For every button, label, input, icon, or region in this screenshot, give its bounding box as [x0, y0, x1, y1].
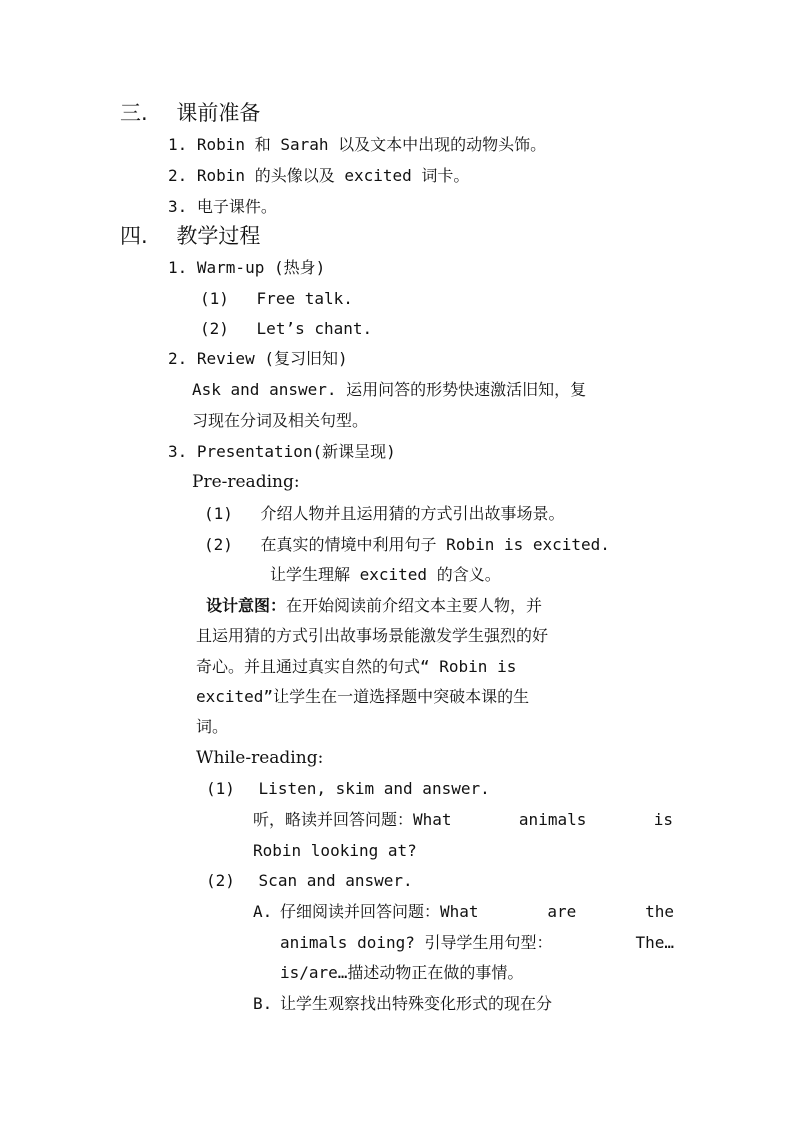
text-segment: is [653, 810, 673, 829]
section-4-number: 四. [120, 224, 148, 248]
subitem-b-label: B. [253, 994, 273, 1013]
section-3-number: 三. [120, 101, 148, 125]
warmup-heading: 1. Warm-up (热身) [168, 258, 326, 277]
pre-reading-item-2-continued: 让学生理解 excited 的含义。 [270, 565, 501, 584]
presentation-heading: 3. Presentation(新课呈现) [168, 442, 396, 461]
subitem-b-line-1: 让学生观察找出特殊变化形式的现在分 [280, 994, 553, 1013]
design-intent-line-5: 词。 [196, 717, 229, 736]
review-line-1: Ask and answer. 运用问答的形势快速激活旧知，复 [192, 380, 587, 399]
item-text: Let’s chant. [256, 319, 373, 338]
warmup-item-2 [200, 318, 372, 340]
text-segment: animals doing? 引导学生用句型： [280, 933, 553, 952]
pre-reading-item-1 [204, 503, 565, 525]
item-text: Scan and answer. [258, 871, 413, 890]
item-number: (2) [204, 535, 233, 554]
pre-reading-item-2 [204, 534, 610, 556]
prep-item-1: 1. Robin 和 Sarah 以及文本中出现的动物头饰。 [168, 135, 547, 154]
subitem-a-line-2 [280, 932, 674, 954]
text-segment: animals [518, 810, 587, 829]
review-line-2: 习现在分词及相关句型。 [192, 411, 369, 430]
design-intent-line-2: 且运用猜的方式引出故事场景能激发学生强烈的好 [196, 626, 549, 645]
text-segment: are [547, 902, 577, 921]
while-reading-label: While-reading: [196, 748, 324, 768]
item-text: 在真实的情境中利用句子 Robin is excited. [260, 535, 610, 554]
item-number: (1) [200, 289, 229, 308]
subitem-a-label: A. [253, 902, 273, 921]
review-heading: 2. Review (复习旧知) [168, 349, 348, 368]
design-intent-text: 在开始阅读前介绍文本主要人物，并 [286, 596, 543, 615]
prep-item-3: 3. 电子课件。 [168, 197, 277, 216]
while-item-1-line-2: Robin looking at? [253, 841, 417, 860]
item-text: Free talk. [256, 289, 353, 308]
item-text: 介绍人物并且运用猜的方式引出故事场景。 [260, 504, 565, 523]
item-number: (1) [204, 504, 233, 523]
design-intent-line-3: 奇心。并且通过真实自然的句式“ Robin is [196, 657, 517, 676]
text-segment: The… [635, 933, 674, 952]
item-text: Listen, skim and answer. [258, 779, 490, 798]
subitem-a-line-1 [280, 901, 674, 923]
while-reading-item-1 [206, 778, 490, 800]
text-segment: 听，略读并回答问题：What [253, 810, 452, 829]
item-number: (1) [206, 779, 235, 798]
section-3-title: 课前准备 [176, 101, 261, 125]
subitem-a-line-3: is/are…描述动物正在做的事情。 [280, 963, 524, 982]
text-segment: 仔细阅读并回答问题：What [280, 902, 479, 921]
section-3-heading [120, 100, 260, 126]
text-segment: the [645, 902, 674, 921]
while-item-1-line-1 [253, 809, 673, 831]
section-4-heading [120, 223, 260, 249]
item-number: (2) [206, 871, 235, 890]
item-number: (2) [200, 319, 229, 338]
design-intent-line-4: excited”让学生在一道选择题中突破本课的生 [196, 687, 530, 706]
warmup-item-1 [200, 288, 353, 310]
design-intent-line-1 [206, 595, 542, 617]
pre-reading-label: Pre-reading: [192, 472, 300, 492]
design-intent-label: 设计意图： [206, 596, 287, 615]
section-4-title: 教学过程 [176, 224, 261, 248]
while-reading-item-2 [206, 870, 413, 892]
prep-item-2: 2. Robin 的头像以及 excited 词卡。 [168, 166, 470, 185]
